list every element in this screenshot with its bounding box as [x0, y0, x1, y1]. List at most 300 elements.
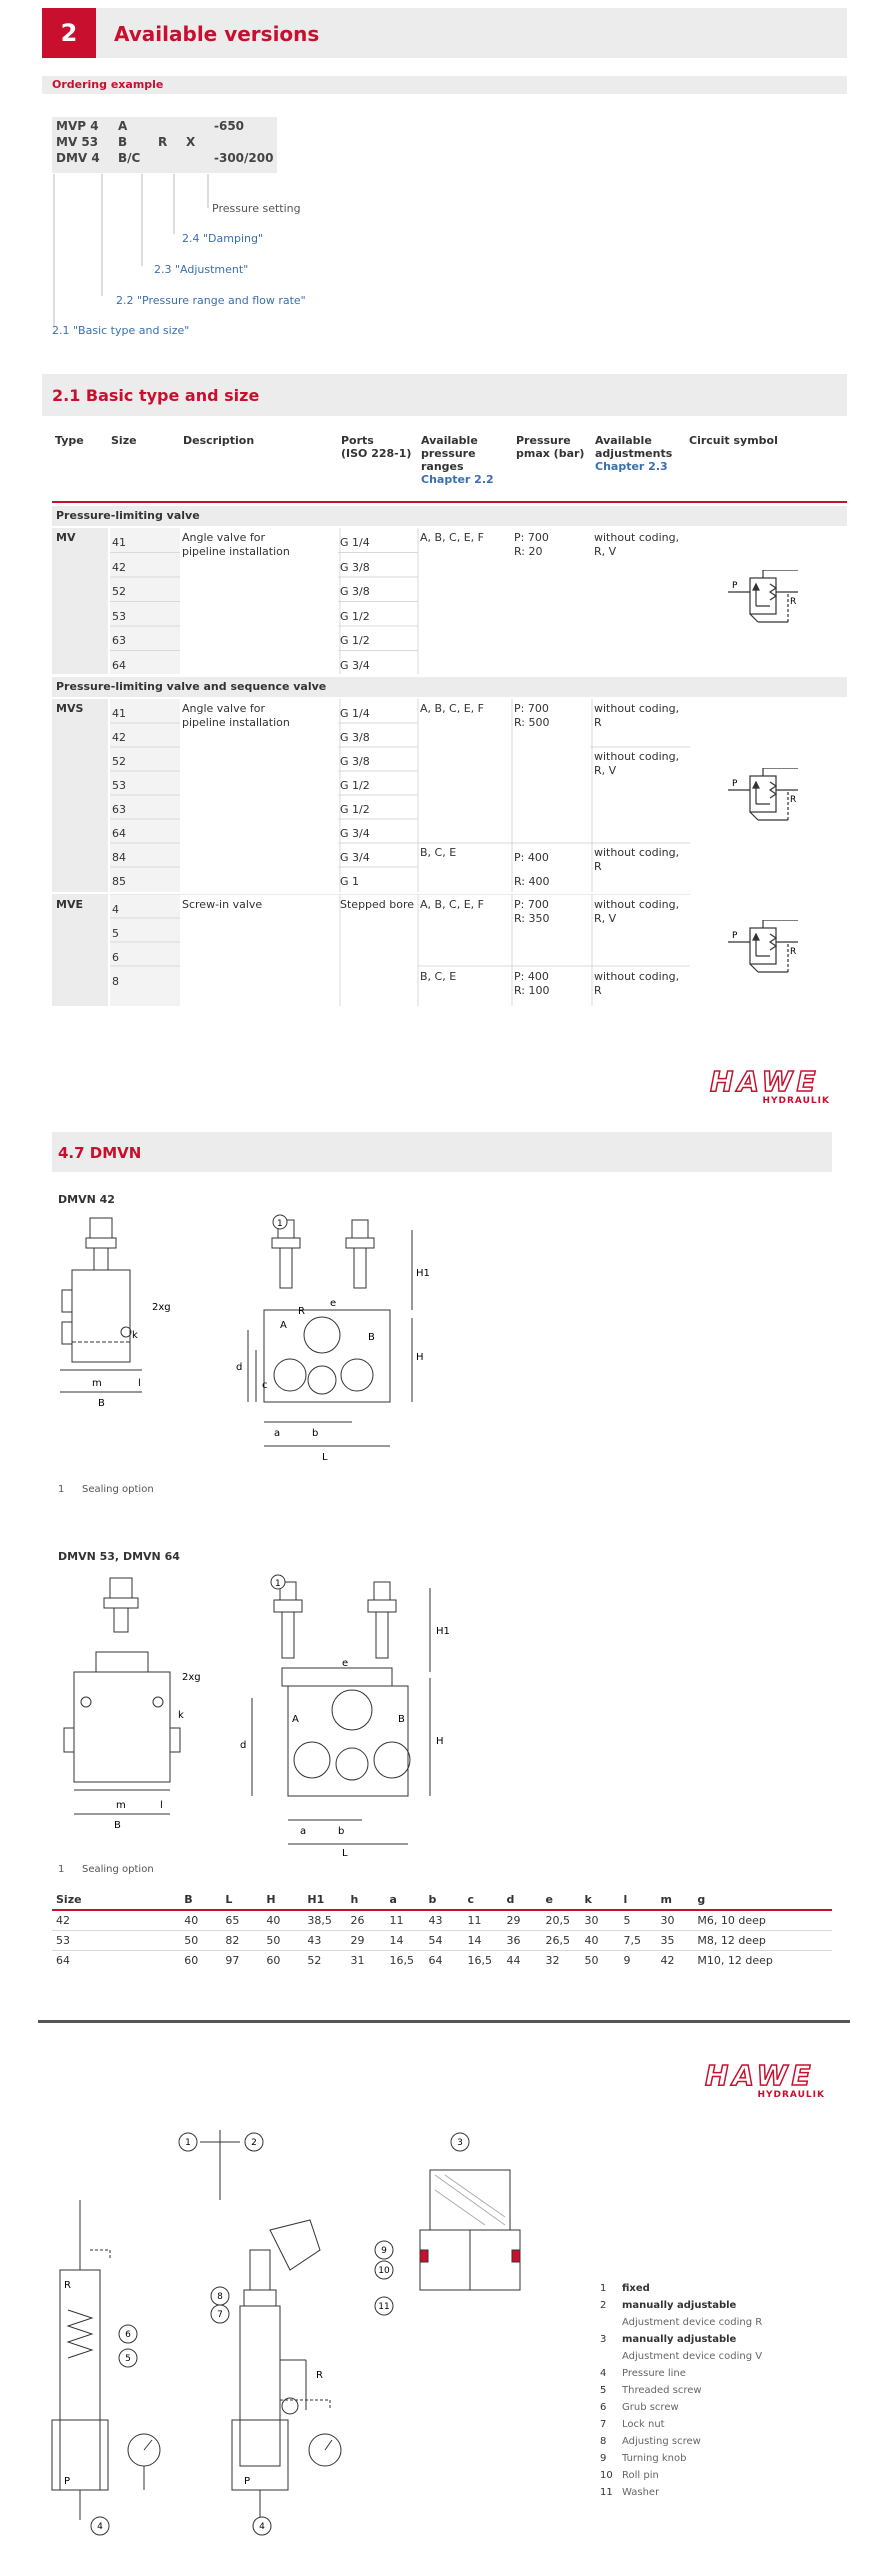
th-ranges	[418, 432, 513, 502]
hawe-logo-main: HAWE	[710, 1065, 820, 1098]
dmvn-heading: 4.7 DMVN	[58, 1144, 142, 1162]
dim-cell: 16,5	[464, 1951, 503, 1971]
desc-line: Angle valve for	[182, 702, 266, 715]
callout-1: 1	[275, 1579, 281, 1589]
dim-header-cell: g	[697, 1893, 706, 1906]
legend-item	[600, 2484, 830, 2501]
size-cell: 85	[112, 875, 126, 888]
dim-cell: 42	[52, 1910, 180, 1931]
dim-cell: 60	[262, 1951, 303, 1971]
dim-l: l	[138, 1378, 141, 1389]
legend-item	[600, 2382, 830, 2399]
mvs-adjust-b	[594, 750, 679, 778]
legend-number: 7	[600, 2419, 607, 2430]
adj-line: R, V	[594, 912, 617, 925]
legend-item	[600, 2331, 830, 2348]
dim-cell: 38,5	[303, 1910, 346, 1931]
mve-desc: Screw-in valve	[182, 898, 263, 911]
symbol-p: P	[732, 779, 738, 789]
adj-line: without coding,	[594, 898, 680, 911]
callout-5: 5	[125, 2354, 131, 2364]
dim-cell: 82	[221, 1931, 262, 1951]
dim-cell: 14	[386, 1931, 425, 1951]
size-cell: 41	[112, 707, 126, 720]
symbol-r: R	[790, 597, 797, 607]
ord-cell	[154, 150, 182, 166]
page-separator	[38, 2020, 850, 2023]
dmvn53-label: DMVN 53, DMVN 64	[58, 1550, 180, 1563]
dim-a: a	[274, 1428, 281, 1439]
th-ports	[338, 432, 418, 502]
ord-cell: B	[118, 135, 128, 149]
callout-1: 1	[277, 1219, 283, 1229]
legend-item	[600, 2365, 830, 2382]
legend-number: 10	[600, 2470, 613, 2481]
port-cell: G 1/4	[340, 707, 370, 720]
table-row	[52, 1910, 832, 1931]
size-cell: 64	[112, 658, 126, 672]
ord-cell: DMV 4	[56, 151, 100, 165]
dim-d: d	[240, 1740, 247, 1751]
dim-cell: 30	[581, 1910, 620, 1931]
note-num: 1	[58, 1484, 65, 1495]
callout-3: 3	[457, 2138, 463, 2148]
symbol-p: P	[732, 581, 738, 591]
section-number: 2	[42, 8, 96, 58]
mvs-ranges-b: B, C, E	[420, 846, 457, 859]
table-row	[52, 1951, 832, 1971]
port-cell: G 1/2	[340, 609, 370, 623]
size-cell: 42	[112, 560, 126, 574]
dim-cell: 65	[221, 1910, 262, 1931]
dim-cell: 40	[581, 1931, 620, 1951]
legend-text: Pressure line	[622, 2368, 686, 2379]
ord-cell	[154, 118, 182, 134]
dim-cell: 64	[425, 1951, 464, 1971]
symbol-p: P	[732, 931, 738, 941]
dim-m: m	[92, 1378, 102, 1389]
adj-line: R	[594, 716, 602, 729]
dim-cell: 11	[386, 1910, 425, 1931]
legend-text: manually adjustable	[622, 2334, 737, 2345]
legend-item	[600, 2467, 830, 2484]
dim-cell: 29	[503, 1910, 542, 1931]
size-cell: 52	[112, 585, 126, 598]
pressure-line: P: 700	[514, 531, 549, 544]
mvs-ranges-a: A, B, C, E, F	[420, 702, 485, 715]
parts-legend	[600, 2280, 830, 2501]
legend-number: 5	[600, 2385, 607, 2396]
legend-text: Adjustment device coding V	[622, 2351, 763, 2362]
group-label: Pressure-limiting valve and sequence valve	[56, 680, 327, 693]
ord-cell	[182, 150, 210, 166]
pressure-line: P: 700	[514, 702, 549, 715]
dim-header-cell: k	[584, 1893, 592, 1906]
mve-pressure-a	[514, 898, 550, 926]
legend-text: Lock nut	[622, 2419, 665, 2430]
size-cell: 6	[112, 951, 119, 964]
dim-cell: M10, 12 deep	[693, 1951, 832, 1971]
dim-cell: 20,5	[542, 1910, 581, 1931]
dim-cell: 9	[620, 1951, 657, 1971]
legend-item	[600, 2280, 830, 2297]
dmvn42-note	[58, 1484, 154, 1495]
legend-text: Grub screw	[622, 2402, 679, 2413]
pressure-line: R: 400	[514, 875, 550, 888]
th-size: Size	[111, 434, 137, 447]
ord-cell: -650	[214, 119, 245, 133]
mve-adjust-a	[594, 898, 679, 926]
note-num: 1	[58, 1864, 65, 1875]
dim-cell: 32	[542, 1951, 581, 1971]
size-cell: 53	[112, 779, 126, 792]
section-title: Available versions	[114, 22, 320, 46]
port-cell: G 3/8	[340, 585, 370, 598]
ord-cell: A	[118, 119, 128, 133]
dmvn53-drawing	[52, 1568, 472, 1858]
pressure-line: P: 700	[514, 898, 549, 911]
pressure-line: P: 400	[514, 970, 549, 983]
th-ports-2: (ISO 228-1)	[341, 447, 412, 460]
ordering-row	[52, 150, 277, 166]
legend-item	[600, 2297, 830, 2314]
dim-cell: 35	[656, 1931, 693, 1951]
ordering-label-basic[interactable]: 2.1 "Basic type and size"	[52, 324, 190, 337]
adj-line: R	[594, 984, 602, 997]
th-ranges-2: pressure	[421, 447, 476, 460]
mv-ranges: A, B, C, E, F	[420, 531, 485, 544]
dim-cell: 54	[425, 1931, 464, 1951]
legend-text: Turning knob	[622, 2453, 687, 2464]
adj-line: without coding,	[594, 750, 680, 763]
th-pressure-1: Pressure	[516, 434, 571, 447]
port-A: A	[292, 1714, 299, 1725]
port-cell: G 1/4	[340, 536, 370, 549]
dim-cell: 30	[656, 1910, 693, 1931]
symbol-r: R	[790, 947, 797, 957]
legend-number: 8	[600, 2436, 607, 2447]
dmvn-heading-bar	[52, 1132, 832, 1172]
desc-line: Angle valve for	[182, 531, 266, 544]
ord-cell	[210, 134, 277, 150]
dim-cell: 50	[262, 1931, 303, 1951]
dim-b: b	[312, 1428, 319, 1439]
basic-heading: 2.1 Basic type and size	[52, 386, 260, 405]
th-adj-1: Available	[595, 434, 652, 447]
mve-adjust-b	[594, 970, 679, 998]
callout-9: 9	[381, 2246, 387, 2256]
dim-B: B	[98, 1398, 105, 1409]
legend-item	[600, 2314, 830, 2331]
dim-cell: 11	[464, 1910, 503, 1931]
label-r: R	[64, 2280, 71, 2291]
hawe-logo	[705, 2059, 825, 2100]
ordering-code-table	[52, 118, 277, 166]
dim-k: k	[132, 1330, 138, 1341]
port-cell: G 3/4	[340, 827, 370, 840]
mve-pressure-b	[514, 970, 550, 998]
ordering-leader-lines	[40, 172, 340, 342]
adj-line: R	[594, 860, 602, 873]
ordering-heading: Ordering example	[52, 78, 164, 91]
dim-g: 2xg	[182, 1672, 201, 1683]
legend-number: 9	[600, 2453, 607, 2464]
hawe-logo-sub: HYDRAULIK	[762, 1096, 830, 1106]
size-cell: 52	[112, 755, 126, 768]
th-ranges-1: Available	[421, 434, 478, 447]
port-cell: G 1	[340, 875, 360, 888]
port-cell: G 1/2	[340, 779, 370, 792]
group-pressure-limiting-sequence	[52, 677, 847, 697]
legend-text: manually adjustable	[622, 2300, 737, 2311]
th-adjustments	[592, 432, 686, 502]
dim-cell: 50	[581, 1951, 620, 1971]
port-cell: G 3/4	[340, 658, 370, 672]
symbol-r: R	[790, 795, 797, 805]
pressure-line: R: 20	[514, 545, 543, 558]
type-col-mvs	[52, 699, 108, 892]
adj-line: without coding,	[594, 702, 680, 715]
dim-header-cell: h	[350, 1893, 359, 1906]
pressure-line: R: 100	[514, 984, 550, 997]
mv-pressure	[514, 531, 549, 559]
desc-line: pipeline installation	[182, 716, 290, 729]
hawe-logo-main: HAWE	[705, 2059, 815, 2092]
dim-cell: 43	[425, 1910, 464, 1931]
mvs-adjust-c	[594, 846, 679, 874]
size-cell: 53	[112, 609, 126, 623]
ordering-label-pressure: Pressure setting	[212, 202, 301, 215]
circuit-symbol-mv	[728, 570, 808, 630]
callout-4b: 4	[259, 2522, 265, 2532]
dim-e: e	[330, 1298, 337, 1309]
dim-header-cell: b	[428, 1893, 437, 1906]
size-cell: 63	[112, 803, 126, 816]
type-mv: MV	[56, 531, 76, 544]
ord-cell	[182, 118, 210, 134]
ord-cell: B/C	[118, 151, 141, 165]
adj-line: without coding,	[594, 531, 680, 544]
dim-cell: 43	[303, 1931, 346, 1951]
legend-number: 4	[600, 2368, 607, 2379]
legend-item	[600, 2433, 830, 2450]
dim-H: H	[416, 1352, 424, 1363]
type-mvs: MVS	[56, 702, 84, 715]
mve-ranges-a: A, B, C, E, F	[420, 898, 485, 911]
legend-number: 11	[600, 2487, 613, 2498]
hawe-logo-sub: HYDRAULIK	[757, 2090, 825, 2100]
port-cell: G 3/8	[340, 755, 370, 768]
ordering-label-pressure-range[interactable]: 2.2 "Pressure range and flow rate"	[116, 294, 306, 307]
port-cell: G 3/4	[340, 851, 370, 864]
adjustment-drawing	[40, 2110, 560, 2550]
note-text: Sealing option	[82, 1864, 154, 1875]
th-pressure-2: pmax (bar)	[516, 447, 585, 460]
ordering-row	[52, 134, 277, 150]
ordering-label-damping[interactable]: 2.4 "Damping"	[182, 232, 264, 245]
dim-header-cell: c	[467, 1893, 475, 1906]
callout-6: 6	[125, 2330, 131, 2340]
dim-L: L	[342, 1848, 348, 1858]
dimension-table	[52, 1890, 832, 1970]
dim-cell: 31	[347, 1951, 386, 1971]
dim-g: 2xg	[152, 1302, 171, 1313]
circuit-symbol-mvs	[728, 768, 808, 828]
dim-m: m	[116, 1800, 126, 1811]
dim-cell: 50	[180, 1931, 221, 1951]
callout-2: 2	[251, 2138, 257, 2148]
desc-line: pipeline installation	[182, 545, 290, 558]
mv-row-lines	[110, 528, 420, 676]
callout-8: 8	[217, 2292, 223, 2302]
callout-7: 7	[217, 2310, 223, 2320]
circuit-symbol-mve	[728, 920, 808, 980]
th-symbol: Circuit symbol	[689, 434, 778, 447]
dim-cell: 64	[52, 1951, 180, 1971]
dmvn42-label: DMVN 42	[58, 1193, 115, 1206]
th-ranges-3: ranges	[421, 460, 464, 473]
legend-number: 1	[600, 2283, 607, 2294]
th-adj-2: adjustments	[595, 447, 673, 460]
adj-line: R, V	[594, 764, 617, 777]
size-cell: 41	[112, 536, 126, 549]
mvs-adjust-a	[594, 702, 679, 730]
group-pressure-limiting	[52, 506, 847, 526]
type-col-mv	[52, 528, 108, 674]
dim-cell: 97	[221, 1951, 262, 1971]
dim-d: d	[236, 1362, 243, 1373]
dim-body	[52, 1910, 832, 1970]
port-B: B	[368, 1332, 375, 1343]
th-ports-1: Ports	[341, 434, 374, 447]
legend-text: Adjustment device coding R	[622, 2317, 763, 2328]
dim-header-cell: L	[225, 1893, 233, 1906]
dmvn42-drawing	[52, 1210, 472, 1480]
callout-1: 1	[185, 2138, 191, 2148]
size-cell: 4	[112, 903, 119, 916]
ord-cell: R	[158, 135, 168, 149]
mv-adjust	[594, 531, 679, 559]
dim-header-cell: Size	[56, 1893, 82, 1906]
dim-H: H	[436, 1736, 444, 1747]
size-cell: 42	[112, 731, 126, 744]
dim-cell: 36	[503, 1931, 542, 1951]
port-cell: G 1/2	[340, 634, 370, 647]
dim-L: L	[322, 1452, 328, 1463]
dim-header-cell: e	[545, 1893, 553, 1906]
note-text: Sealing option	[82, 1484, 154, 1495]
port-R: R	[298, 1306, 305, 1317]
ord-cell: MV 53	[56, 135, 99, 149]
legend-number: 6	[600, 2402, 607, 2413]
mvs-pressure-b	[514, 846, 550, 894]
hawe-logo	[710, 1065, 830, 1106]
dim-cell: 52	[303, 1951, 346, 1971]
pressure-line: R: 500	[514, 716, 550, 729]
legend-item	[600, 2348, 830, 2365]
dim-header-cell: a	[389, 1893, 397, 1906]
th-desc: Description	[183, 434, 255, 447]
size-cell: 63	[112, 634, 126, 647]
legend-text: Adjusting screw	[622, 2436, 701, 2447]
spec-table	[52, 432, 847, 503]
dim-header-row	[52, 1890, 832, 1910]
dim-H1: H1	[416, 1268, 430, 1279]
dim-cell: M6, 10 deep	[693, 1910, 832, 1931]
th-adj-chapter[interactable]: Chapter 2.3	[595, 460, 668, 473]
legend-number: 2	[600, 2300, 607, 2311]
label-r2: R	[316, 2370, 323, 2381]
dim-cell: 44	[503, 1951, 542, 1971]
adj-line: without coding,	[594, 970, 680, 983]
type-mve: MVE	[56, 898, 83, 911]
dim-cell: 53	[52, 1931, 180, 1951]
table-row	[52, 1931, 832, 1951]
dim-header-cell: H1	[307, 1893, 325, 1906]
port-A: A	[280, 1320, 287, 1331]
dim-c: c	[262, 1380, 268, 1391]
dim-cell: 7,5	[620, 1931, 657, 1951]
size-cell: 64	[112, 827, 126, 840]
ordering-label-adjustment[interactable]: 2.3 "Adjustment"	[154, 263, 249, 276]
dim-l: l	[160, 1800, 163, 1811]
label-p: P	[64, 2476, 71, 2487]
dim-header-cell: l	[623, 1893, 628, 1906]
th-pressure	[513, 432, 592, 502]
dim-cell: 14	[464, 1931, 503, 1951]
legend-text: fixed	[622, 2283, 650, 2294]
ordering-row	[52, 118, 277, 134]
group-label: Pressure-limiting valve	[56, 509, 200, 522]
dim-cell: 26	[347, 1910, 386, 1931]
callout-4: 4	[97, 2522, 103, 2532]
size-cell: 84	[112, 851, 126, 864]
callout-10: 10	[378, 2266, 390, 2276]
dim-H1: H1	[436, 1626, 450, 1637]
dim-b: b	[338, 1826, 345, 1837]
port-B: B	[398, 1714, 405, 1725]
dim-a: a	[300, 1826, 307, 1837]
dim-cell: 29	[347, 1931, 386, 1951]
size-cell: 5	[112, 927, 119, 940]
legend-text: Roll pin	[622, 2470, 659, 2481]
dim-cell: 60	[180, 1951, 221, 1971]
adj-line: without coding,	[594, 846, 680, 859]
legend-text: Threaded screw	[622, 2385, 702, 2396]
legend-item	[600, 2399, 830, 2416]
th-type: Type	[55, 434, 84, 447]
dim-cell: 5	[620, 1910, 657, 1931]
callout-11: 11	[378, 2302, 390, 2312]
mvs-pressure-a	[514, 702, 550, 730]
legend-item	[600, 2416, 830, 2433]
port-cell: G 3/8	[340, 560, 370, 574]
dim-cell: 26,5	[542, 1931, 581, 1951]
pressure-line: R: 350	[514, 912, 550, 925]
mve-ports: Stepped bore	[340, 898, 415, 911]
ord-cell: MVP 4	[56, 119, 99, 133]
adj-line: R, V	[594, 545, 617, 558]
port-cell: G 3/8	[340, 731, 370, 744]
mve-ranges-b: B, C, E	[420, 970, 457, 983]
th-ranges-chapter[interactable]: Chapter 2.2	[421, 473, 494, 486]
pressure-line: P: 400	[514, 851, 549, 864]
dim-header-cell: H	[266, 1893, 276, 1906]
dim-cell: 42	[656, 1951, 693, 1971]
size-cell: 8	[112, 975, 119, 988]
dim-e: e	[342, 1658, 349, 1669]
legend-number: 3	[600, 2334, 607, 2345]
